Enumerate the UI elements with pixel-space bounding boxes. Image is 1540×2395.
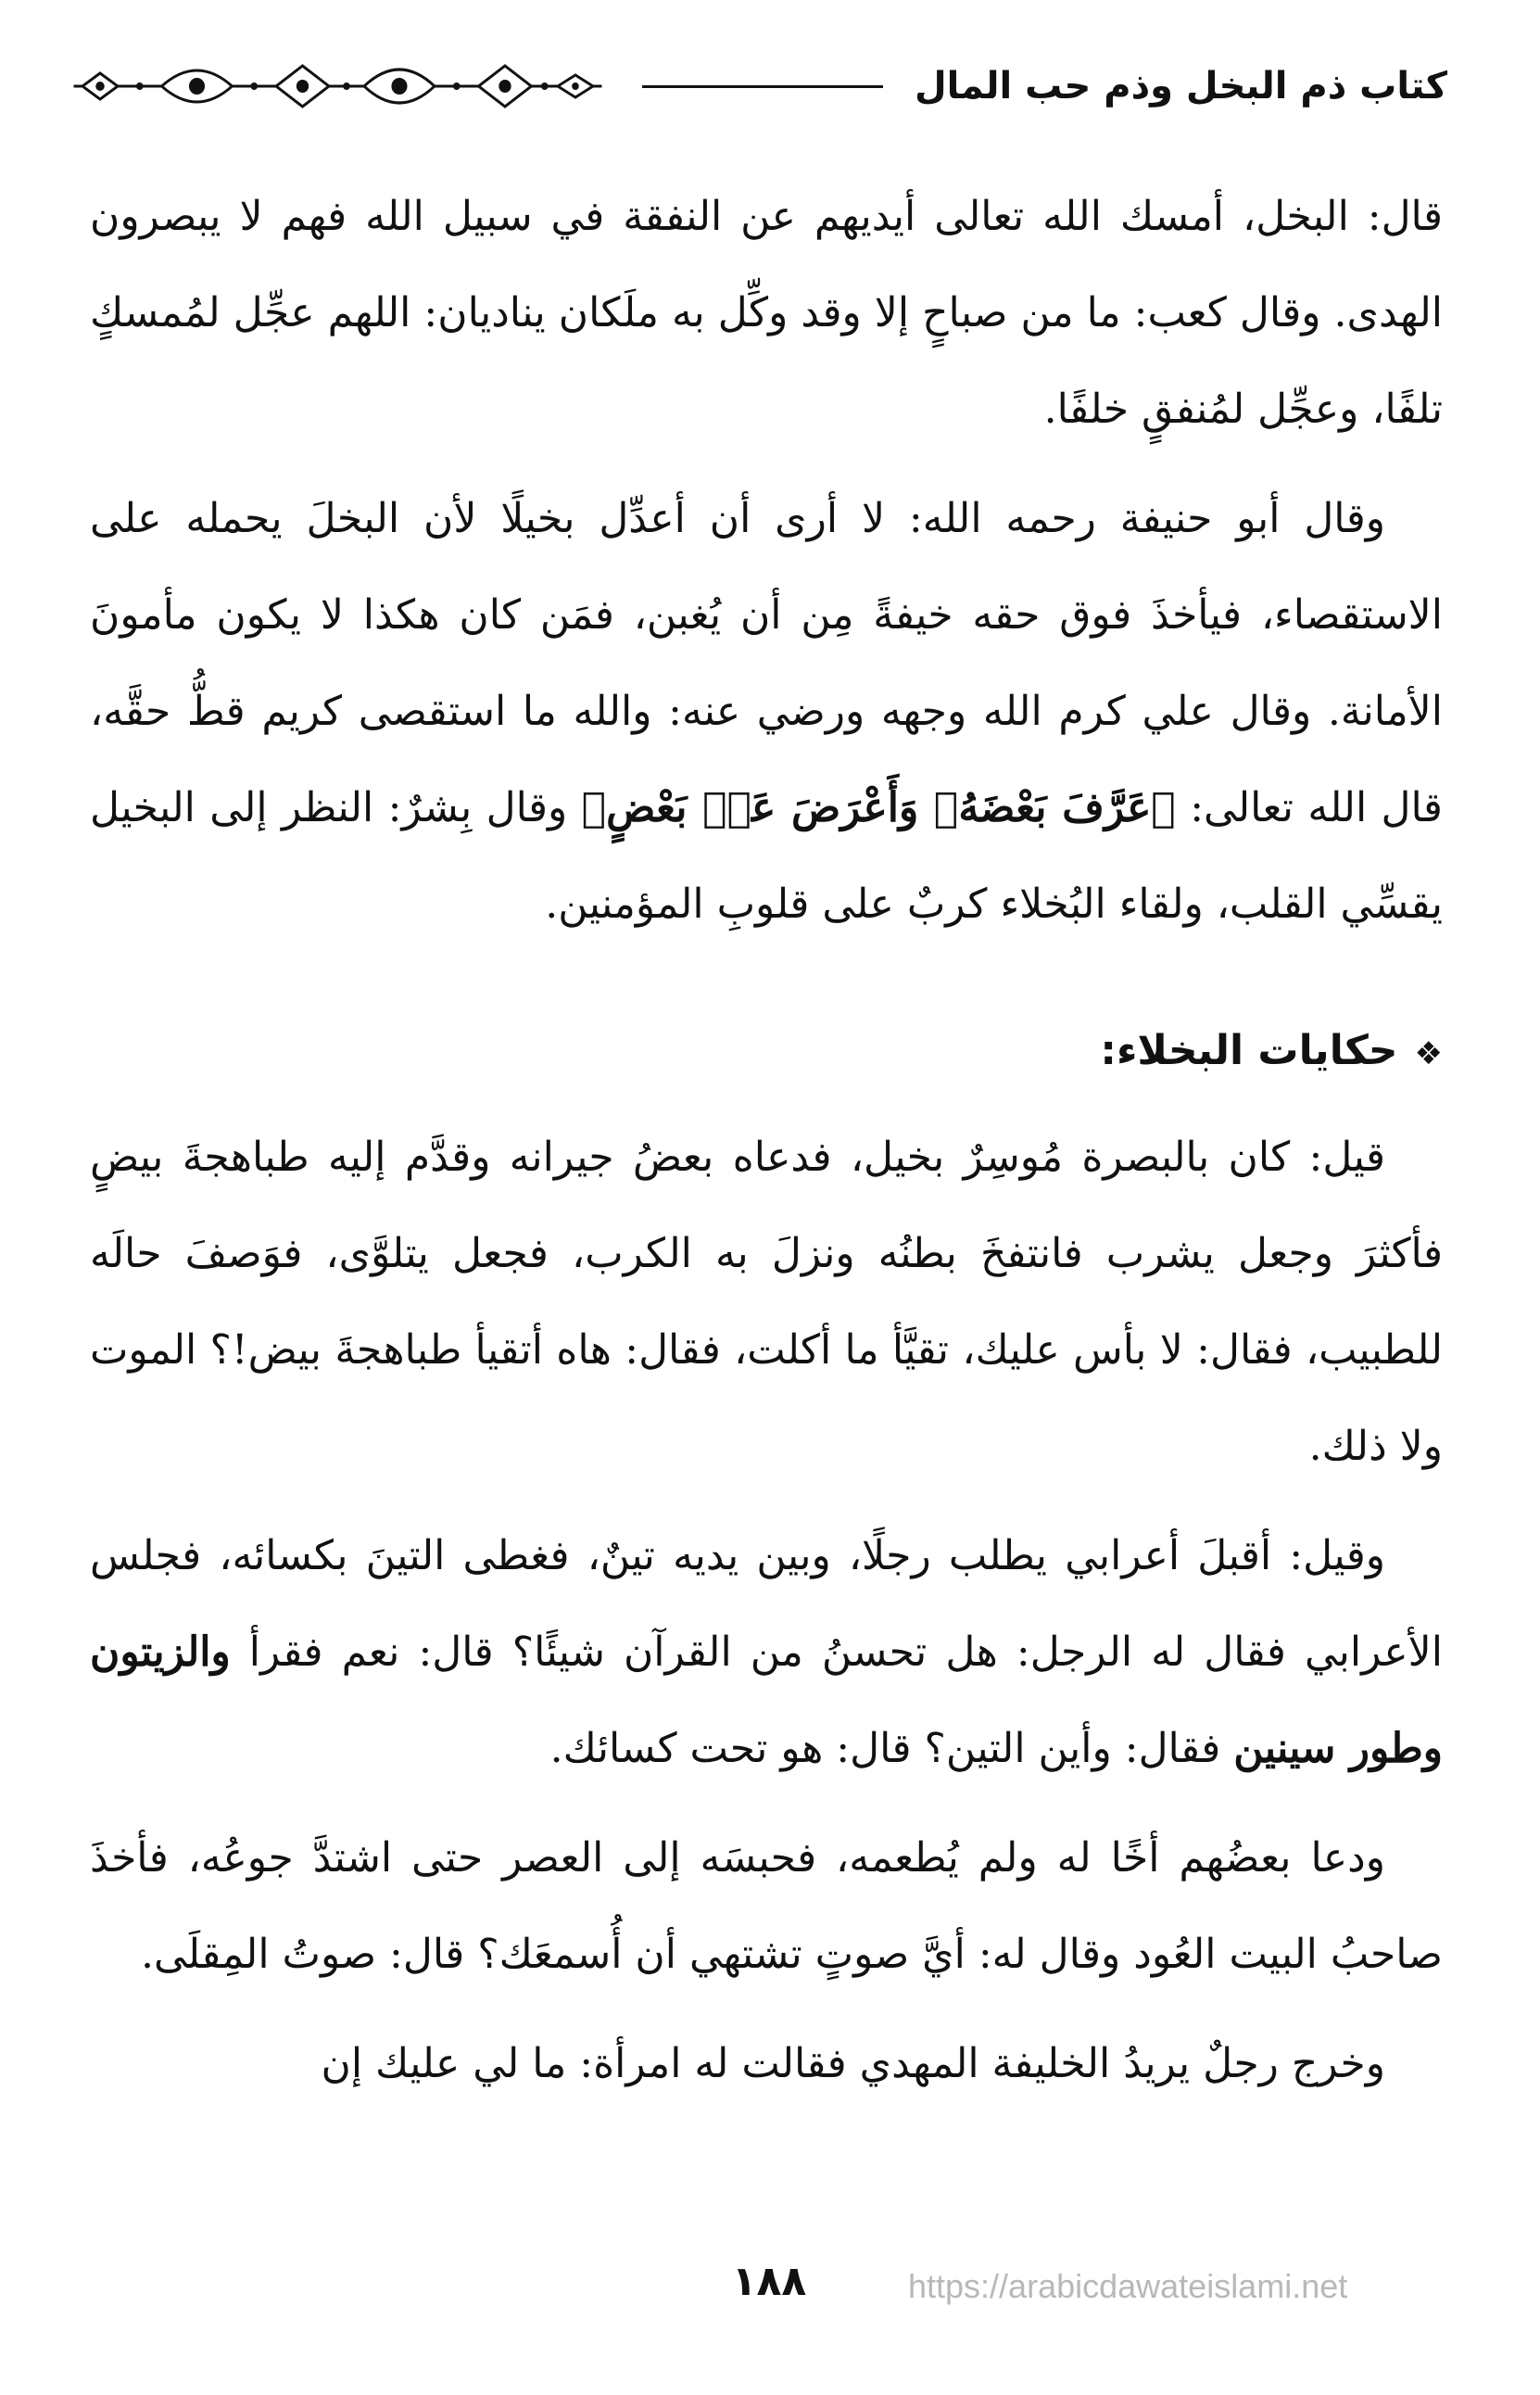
ornament-border <box>65 49 611 123</box>
paragraph-6 <box>90 2016 1443 2112</box>
watermark-url: https://arabicdawateislami.net <box>908 2267 1348 2305</box>
header-rule <box>642 85 883 88</box>
paragraph-2-text-after: وقال بِشرٌ: النظر إلى البخيل يقسِّي القلب، ولقاء البُخلاء كربٌ على قلوبِ المؤمنين. <box>90 784 1443 928</box>
page-body <box>90 169 1443 2125</box>
ornament-icon <box>65 49 611 123</box>
section-heading <box>90 1003 1443 1102</box>
quran-verse: ﴿عَرَّفَ بَعْضَهُۥ وَأَعْرَضَ عَنۢ بَعْضٍ﴾ <box>581 784 1176 831</box>
quran-verse-inline: والزيتون وطور سينين <box>90 1628 1443 1772</box>
book-title: كتاب ذم البخل وذم حب المال <box>914 65 1447 108</box>
paragraph-5 <box>90 1810 1443 2003</box>
paragraph-2 <box>90 471 1443 953</box>
page-number: ١٨٨ <box>731 2258 807 2305</box>
section-heading-text: حكايات البخلاء: <box>1100 1027 1398 1074</box>
paragraph-4-text-after: فقال: وأين التين؟ قال: هو تحت كسائك. <box>549 1725 1221 1772</box>
paragraph-3 <box>90 1109 1443 1495</box>
paragraph-1 <box>90 169 1443 458</box>
paragraph-4-text-before: وقيل: أقبلَ أعرابي يطلب رجلًا، وبين يديه تينٌ، فغطى التينَ بكسائه، فجلس الأعرابي فقال له الرجل: هل تحسنُ من القرآن شيئًا؟ قال: نعم فقرأ <box>90 1532 1443 1676</box>
running-header <box>65 44 1447 128</box>
paragraph-2-text-before: وقال أبو حنيفة رحمه الله: لا أرى أن أعدِّل بخيلًا لأن البخلَ يحمله على الاستقصاء، فيأخذَ فوق حقه خيفةً مِن أن يُغبن، فمَن كان هكذا لا يكون مأمونَ الأمانة. وقال علي كرم الله وجهه ورضي عنه: والله ما استقصى كريم قطُّ حقَّه، قال الله تعالى: <box>90 495 1443 831</box>
paragraph-4 <box>90 1508 1443 1797</box>
paragraph-3-text: قيل: كان بالبصرة مُوسِرٌ بخيل، فدعاه بعضُ جيرانه وقدَّم إليه طباهجةَ بيضٍ فأكثرَ وجعل يشرب فانتفخَ بطنُه ونزلَ به الكرب، فجعل يتلوَّى، فوَصفَ حالَه للطبيب، فقال: لا بأس عليك، تقيَّأ ما أكلت، فقال: هاه أتقيأ طباهجةَ بيض!؟ الموت ولا ذلك. <box>90 1134 1443 1470</box>
paragraph-1-text: قال: البخل، أمسك الله تعالى أيديهم عن النفقة في سبيل الله فهم لا يبصرون الهدى. وقال كعب: ما من صباحٍ إلا وقد وكِّل به ملَكان يناديان: اللهم عجِّل لمُمسكٍ تلفًا، وعجِّل لمُنفقٍ خلفًا. <box>90 193 1443 433</box>
paragraph-6-text: وخرج رجلٌ يريدُ الخليفة المهدي فقالت له امرأة: ما لي عليك إن <box>321 2040 1385 2087</box>
diamond-bullet-icon: ❖ <box>1414 1035 1443 1072</box>
paragraph-5-text: ودعا بعضُهم أخًا له ولم يُطعمه، فحبسَه إلى العصر حتى اشتدَّ جوعُه، فأخذَ صاحبُ البيت العُود وقال له: أيَّ صوتٍ تشتهي أن أُسمعَك؟ قال: صوتُ المِقلَى. <box>90 1834 1443 1978</box>
